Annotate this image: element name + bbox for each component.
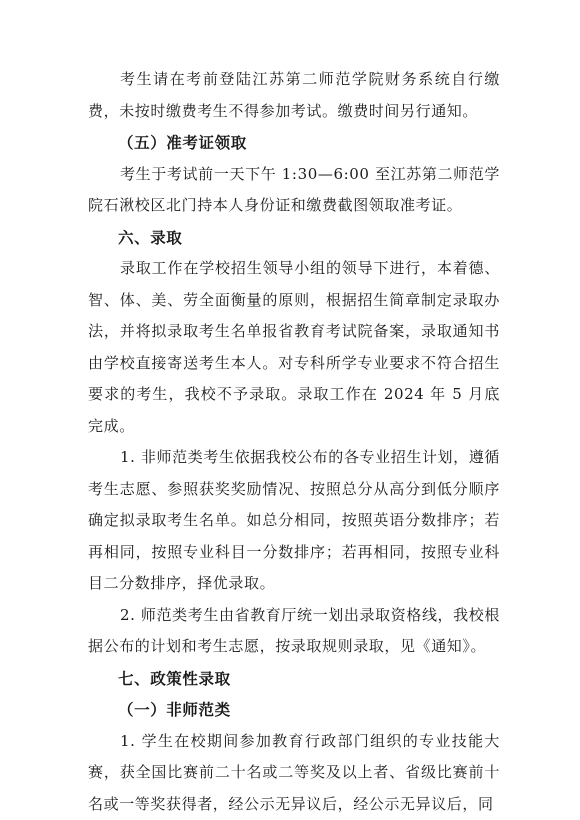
admission-rule-1-paragraph: 1. 非师范类考生依据我校公布的各专业招生计划，遵循考生志愿、参照获奖奖励情况、按照总分从高分到低分顺序确定拟录取考生名单。如总分相同，按照英语分数排序；若再相同，按照专业科目一分数排序；若再相同，按照专业科目二分数排序，择优录取。 — [88, 442, 500, 600]
admission-ticket-paragraph: 考生于考试前一天下午 1:30—6:00 至江苏第二师范学院石湫校区北门持本人身份证和缴费截图领取准考证。 — [88, 159, 500, 222]
admission-heading: 六、录取 — [88, 222, 500, 254]
admission-rule-2-paragraph: 2. 师范类考生由省教育厅统一划出录取资格线，我校根据公布的计划和考生志愿，按录取规则录取，见《通知》。 — [88, 600, 500, 663]
admission-ticket-heading: （五）准考证领取 — [88, 127, 500, 159]
admission-intro-paragraph: 录取工作在学校招生领导小组的领导下进行，本着德、智、体、美、劳全面衡量的原则，根据招生简章制定录取办法，并将拟录取考生名单报省教育考试院备案，录取通知书由学校直接寄送考生本人。对专科所学专业要求不符合招生要求的考生，我校不予录取。录取工作在 2024 年 5 月底完成。 — [88, 253, 500, 442]
fee-paragraph: 考生请在考前登陆江苏第二师范学院财务系统自行缴费，未按时缴费考生不得参加考试。缴费时间另行通知。 — [88, 64, 500, 127]
document-page — [88, 64, 500, 820]
policy-rule-1-paragraph: 1. 学生在校期间参加教育行政部门组织的专业技能大赛，获全国比赛前二十名或二等奖及以上者、省级比赛前十名或一等奖获得者，经公示无异议后，经公示无异议后，同 — [88, 726, 500, 820]
non-teacher-heading: （一）非师范类 — [88, 694, 500, 726]
policy-admission-heading: 七、政策性录取 — [88, 663, 500, 695]
